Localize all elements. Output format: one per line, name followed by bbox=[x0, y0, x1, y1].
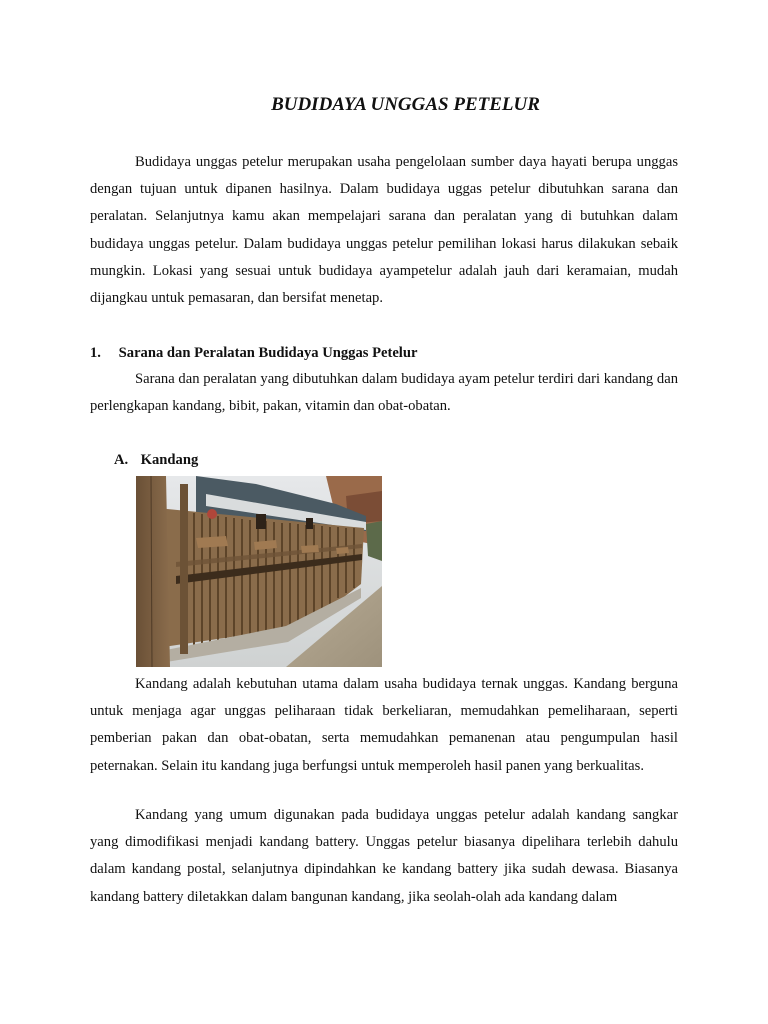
section-1-title: Sarana dan Peralatan Budidaya Unggas Petelur bbox=[118, 345, 418, 361]
kandang-paragraph-1: Kandang adalah kebutuhan utama dalam usaha budidaya ternak unggas. Kandang berguna untuk menjaga agar unggas peliharaan tidak berkeliaran, memudahkan pemeliharaan, seperti pemberian pakan dan obat-obatan, serta memudahkan pemanenan atau pengumpulan hasil peternakan. Selain itu kandang juga berfungsi untuk memperoleh hasil panen yang berkualitas. bbox=[90, 676, 678, 774]
section-1-number: 1. bbox=[90, 345, 101, 361]
section-1-heading bbox=[90, 343, 417, 363]
subsection-a-title: Kandang bbox=[140, 452, 199, 468]
kandang-paragraph-2: Kandang yang umum digunakan pada budidaya unggas petelur adalah kandang sangkar yang dimodifikasi menjadi kandang battery. Unggas petelur biasanya dipelihara terlebih dahulu dalam kandang postal, selanjutnya dipindahkan ke kandang battery jika sudah dewasa. Biasanya kandang battery diletakkan dalam bangunan kandang, jika seolah-olah ada kandang dalam bbox=[90, 807, 678, 905]
kandang-battery-photo bbox=[136, 476, 382, 667]
section-1-paragraph: Sarana dan peralatan yang dibutuhkan dalam budidaya ayam petelur terdiri dari kandang dan perlengkapan kandang, bibit, pakan, vitamin dan obat-obatan. bbox=[90, 371, 678, 415]
intro-paragraph: Budidaya unggas petelur merupakan usaha pengelolaan sumber daya hayati berupa unggas dengan tujuan untuk dipanen hasilnya. Dalam budidaya uggas petelur dibutuhkan sarana dan peralatan. Selanjutnya kamu akan mempelajari sarana dan peralatan yang di butuhkan dalam budidaya unggas petelur. Dalam budidaya unggas petelur pemilihan lokasi harus dilakukan sebaik mungkin. Lokasi yang sesuai untuk budidaya ayampetelur adalah jauh dari keramaian, mudah dijangkau untuk pemasaran, dan bersifat menetap. bbox=[90, 154, 678, 307]
document-title: BUDIDAYA UNGGAS PETELUR bbox=[271, 94, 540, 115]
subsection-a-letter: A. bbox=[114, 452, 129, 468]
subsection-a-heading bbox=[114, 450, 198, 470]
